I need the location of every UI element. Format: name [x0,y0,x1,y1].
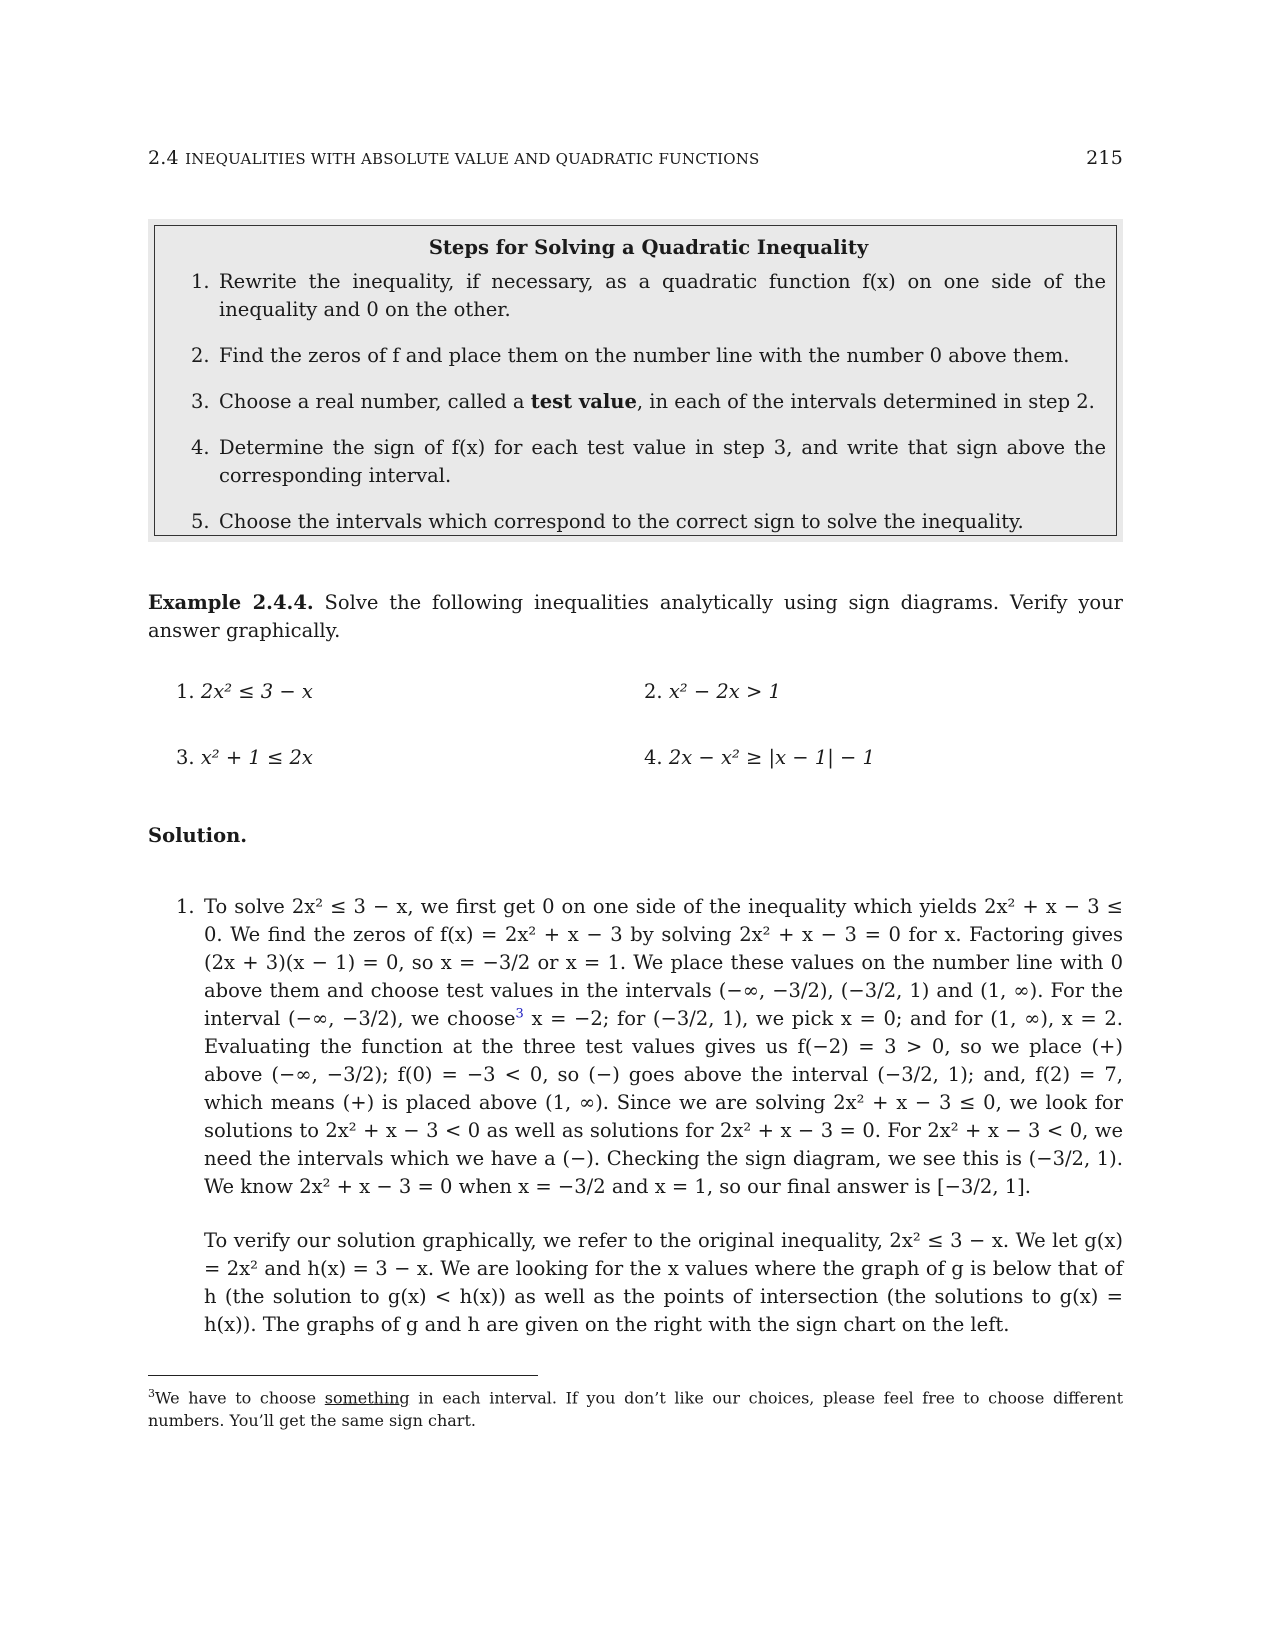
step-text: Rewrite the inequality, if necessary, as a quadratic function f(x) on one side of the inequality and 0 on the other. [219,270,1106,321]
problem-number: 1. [176,680,195,703]
running-header [148,147,1123,169]
step-number: 4. [191,436,210,459]
step-item [191,434,1106,490]
problem-item [176,746,313,769]
steps-title: Steps for Solving a Quadratic Inequality [428,236,869,259]
problem-item [644,746,875,769]
step-text: Choose a real number, called a [219,390,531,413]
footnote-rule [148,1375,538,1376]
step-number: 1. [191,270,210,293]
steps-box [148,219,1123,542]
step-term-bold: test value [530,390,637,413]
step-item [191,342,1106,370]
step-number: 3. [191,390,210,413]
steps-list [191,268,1106,536]
step-text: , in each of the intervals determined in step 2. [636,390,1095,413]
footnote-text: in each interval. If you don’t like our choices, please feel free to choose different numbers. You’ll get the same sign chart. [148,1388,1123,1431]
problem-number: 3. [176,746,195,769]
step-number: 5. [191,510,210,533]
example-statement [148,589,1123,645]
example-text: Solve the following inequalities analytically using sign diagrams. Verify your answer graphically. [148,591,1123,642]
solution-body [176,893,1123,1339]
problem-expression: x² − 2x > 1 [668,680,781,703]
steps-box-inner [154,225,1117,536]
footnote-emphasis: something [324,1388,410,1408]
solution-text: To solve 2x² ≤ 3 − x, we first get 0 on one side of the inequality which yields 2x² + x − 3 ≤ 0. We find the zeros of f(x) = 2x² + x − 3 by solving 2x² + x − 3 = 0 for x. Factoring gives (2x + 3)(x − 1) = 0, so x = −3/2 or x = 1. We place these values on the number line with 0 above them and choose test values in the intervals (−∞, −3/2), (−3/2, 1) and (1, ∞). For the interval (−∞, −3/2), we choose [204,895,1123,1030]
step-text: Determine the sign of f(x) for each test value in step 3, and write that sign above the corresponding interval. [219,436,1106,487]
section-number: 2.4 [148,147,179,169]
verification-paragraph: To verify our solution graphically, we refer to the original inequality, 2x² ≤ 3 − x. We let g(x) = 2x² and h(x) = 3 − x. We are looking for the x values where the graph of g is below that of h (the solution to g(x) < h(x)) as well as the points of intersection (the solutions to g(x) = h(x)). The graphs of g and h are given on the right with the sign chart on the left. [204,1229,1123,1336]
step-text: Choose the intervals which correspond to the correct sign to solve the inequality. [219,510,1024,533]
step-number: 2. [191,344,210,367]
footnote-text: We have to choose [155,1388,325,1408]
solution-label: Solution. [148,824,248,847]
example-label: Example 2.4.4. [148,591,314,614]
problem-number: 4. [644,746,663,769]
problem-expression: x² + 1 ≤ 2x [200,746,313,769]
step-text: Find the zeros of f and place them on the number line with the number 0 above them. [219,344,1070,367]
section-title: INEQUALITIES WITH ABSOLUTE VALUE AND QUADRATIC FUNCTIONS [185,150,760,168]
footnote-reference-link[interactable]: 3 [515,1006,524,1022]
step-item [191,508,1106,536]
page-number: 215 [1086,147,1123,169]
solution-item [176,893,1123,1339]
problem-item [176,680,313,703]
problem-item [644,680,781,703]
solution-text: x = −2; for (−3/2, 1), we pick x = 0; and for (1, ∞), x = 2. Evaluating the function at the three test values gives us f(−2) = 3 > 0, so we place (+) above (−∞, −3/2); f(0) = −3 < 0, so (−) goes above the interval (−3/2, 1); and, f(2) = 7, which means (+) is placed above (1, ∞). Since we are solving 2x² + x − 3 ≤ 0, we look for solutions to 2x² + x − 3 < 0 as well as solutions for 2x² + x − 3 = 0. For 2x² + x − 3 < 0, we need the intervals which we have a (−). Checking the sign diagram, we see this is (−3/2, 1). We know 2x² + x − 3 = 0 when x = −3/2 and x = 1, so our final answer is [−3/2, 1]. [204,1007,1123,1198]
problem-expression: 2x² ≤ 3 − x [200,680,313,703]
footnote [148,1382,1123,1432]
step-item [191,388,1106,416]
step-item [191,268,1106,324]
section-heading [148,147,760,169]
footnote-mark: 3 [148,1387,155,1400]
solution-item-number: 1. [176,895,195,918]
solution-paragraph [204,893,1123,1201]
problem-expression: 2x − x² ≥ |x − 1| − 1 [668,746,875,769]
problem-number: 2. [644,680,663,703]
